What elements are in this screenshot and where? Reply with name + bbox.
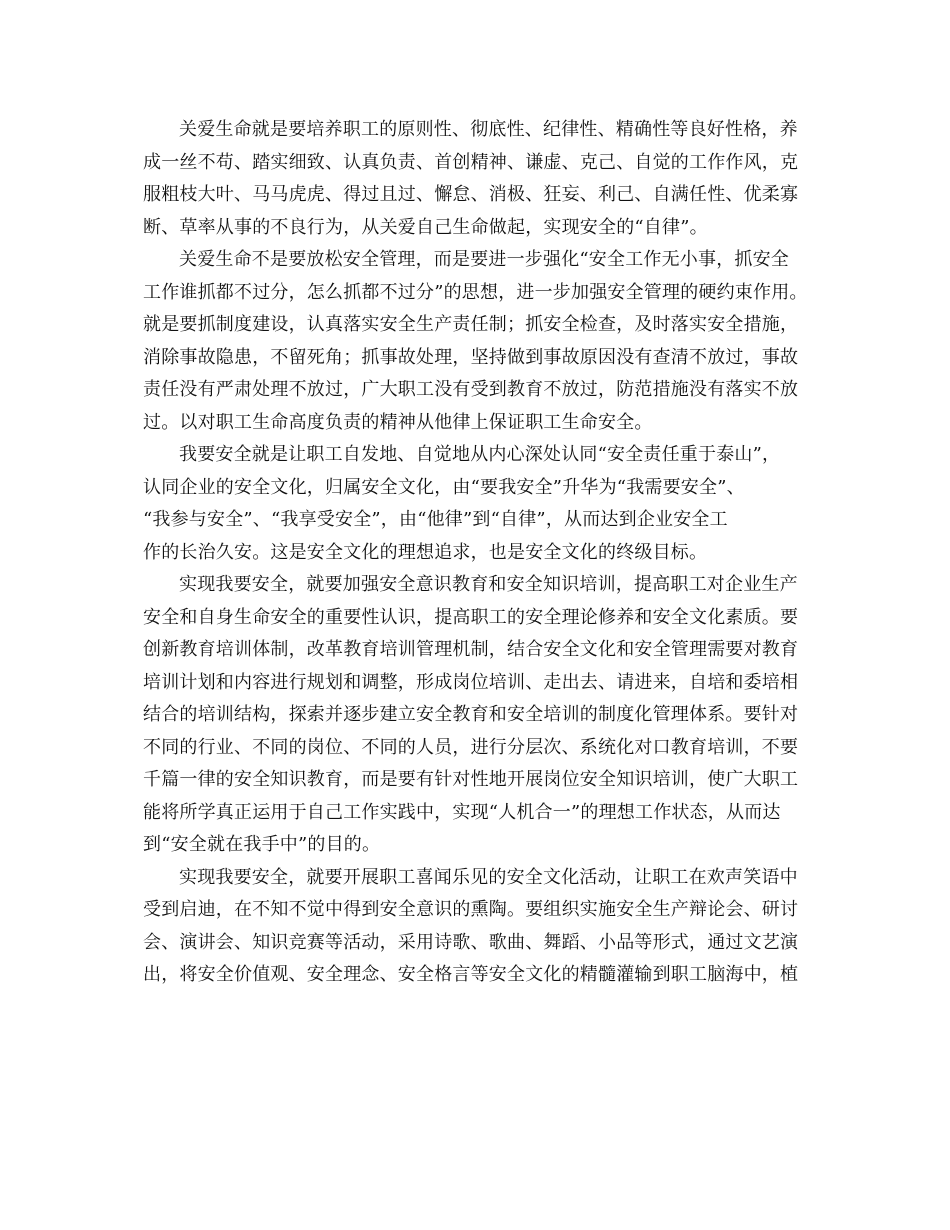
text-line: 断、草率从事的不良行为，从关爱自己生命做起，实现安全的“自律”。 (143, 216, 708, 238)
text-line: 安全和自身生命安全的重要性认识，提高职工的安全理论修养和安全文化素质。要 (143, 606, 799, 628)
text-line: 会、演讲会、知识竞赛等活动，采用诗歌、歌曲、舞蹈、小品等形式，通过文艺演 (143, 931, 799, 953)
text-line: 就是要抓制度建设，认真落实安全生产责任制；抓安全检查，及时落实安全措施， (143, 314, 799, 335)
text-line: “我参与安全”、“我享受安全”，由“他律”到“自律”，从而达到企业安全工 (143, 509, 728, 530)
paragraph-3 (143, 439, 823, 569)
text-line: 千篇一律的安全知识教育，而是要有针对性地开展岗位安全知识培训，使广大职工 (143, 769, 799, 790)
text-line: 能将所学真正运用于自己工作实践中，实现“人机合一”的理想工作状态，从而达 (143, 801, 781, 823)
text-line: 过。以对职工生命高度负责的精神从他律上保证职工生命安全。 (143, 411, 653, 433)
text-line: 创新教育培训体制，改革教育培训管理机制，结合安全文化和安全管理需要对教育 (143, 639, 799, 660)
text-line: 认同企业的安全文化，归属安全文化，由“要我安全”升华为“我需要安全”、 (143, 476, 745, 498)
text-line: 工作谁抓都不过分，怎么抓都不过分”的思想，进一步加强安全管理的硬约束作用。 (143, 281, 808, 303)
text-line: 关爱生命就是要培养职工的原则性、彻底性、纪律性、精确性等良好性格，养 (179, 119, 798, 140)
text-line: 出，将安全价值观、安全理念、安全格言等安全文化的精髓灌输到职工脑海中，植 (143, 964, 799, 985)
text-line: 不同的行业、不同的岗位、不同的人员，进行分层次、系统化对口教育培训，不要 (143, 736, 799, 758)
paragraph-4 (143, 569, 823, 862)
text-line: 关爱生命不是要放松安全管理，而是要进一步强化“安全工作无小事，抓安全 (179, 249, 789, 270)
text-line: 实现我要安全，就要开展职工喜闻乐见的安全文化活动，让职工在欢声笑语中 (179, 866, 798, 888)
text-line: 消除事故隐患，不留死角；抓事故处理，坚持做到事故原因没有查清不放过，事故 (143, 346, 799, 368)
text-line: 结合的培训结构，探索并逐步建立安全教育和安全培训的制度化管理体系。要针对 (143, 704, 799, 725)
text-line: 作的长治久安。这是安全文化的理想追求，也是安全文化的终级目标。 (143, 541, 708, 563)
text-line: 我要安全就是让职工自发地、自觉地从内心深处认同“安全责任重于泰山”， (179, 444, 781, 465)
paragraph-1 (143, 114, 823, 244)
text-line: 培训计划和内容进行规划和调整，形成岗位培训、走出去、请进来，自培和委培相 (143, 671, 799, 693)
paragraph-5 (143, 862, 823, 992)
document-body (143, 114, 823, 992)
text-line: 到“安全就在我手中”的目的。 (143, 834, 381, 855)
text-line: 服粗枝大叶、马马虎虎、得过且过、懈怠、消极、狂妄、利己、自满任性、优柔寡 (143, 184, 799, 205)
paragraph-2 (143, 244, 823, 439)
text-line: 受到启迪，在不知不觉中得到安全意识的熏陶。要组织实施安全生产辩论会、研讨 (143, 899, 799, 920)
text-line: 责任没有严肃处理不放过，广大职工没有受到教育不放过，防范措施没有落实不放 (143, 379, 799, 400)
text-line: 成一丝不苟、踏实细致、认真负责、首创精神、谦虚、克己、自觉的工作作风，克 (143, 151, 799, 173)
text-line: 实现我要安全，就要加强安全意识教育和安全知识培训，提高职工对企业生产 (179, 574, 798, 595)
